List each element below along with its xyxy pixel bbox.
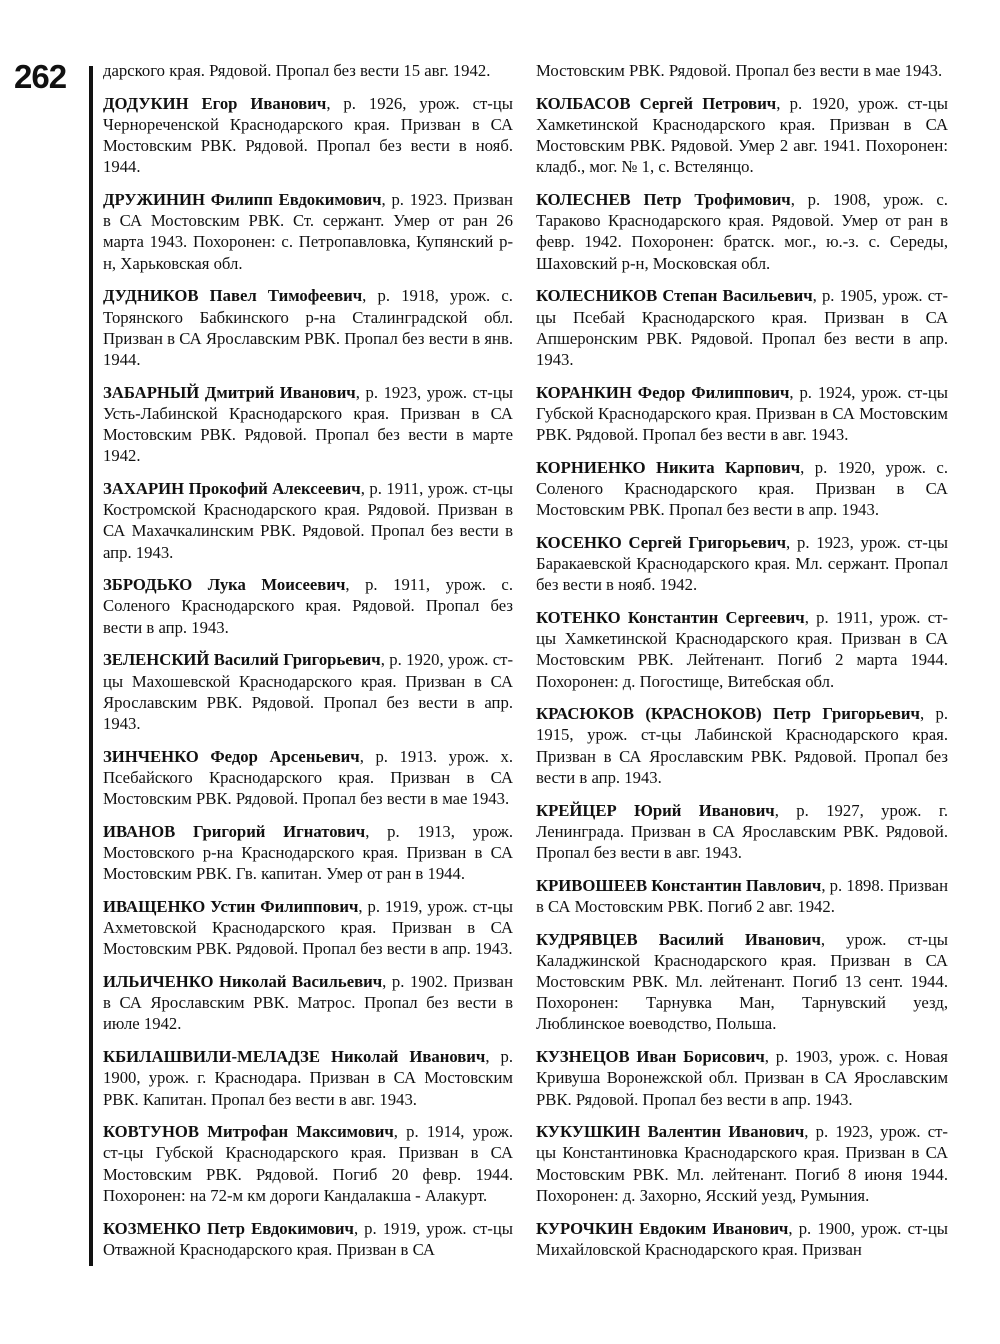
entry-name: КУКУШКИН Валентин Иванович [536, 1122, 805, 1142]
entry [103, 60, 513, 81]
entry-name: КОВТУНОВ Митрофан Максимович [103, 1122, 394, 1142]
entry-name: ДОДУКИН Егор Иванович [103, 93, 327, 113]
entry-name: КОСЕНКО Сергей Григорьевич [536, 532, 787, 552]
entry-text: , р. 1900, урож. г. Краснодара. Призван в СА Мостовским РВК. Капитан. Пропал без вести в авг. 1943. [103, 1047, 514, 1109]
entry-text: , р. 1919, урож. ст-цы Ахметовской Краснодарского края. Призван в СА Мостовским РВК. Рядовой. Пропал без вести в апр. 1943. [103, 896, 513, 959]
entry [536, 703, 948, 788]
entry-name: КОЗМЕНКО Петр Евдокимович [103, 1218, 354, 1238]
entry [536, 189, 948, 274]
entry-text: , р. 1905, урож. ст-цы Псебай Краснодарского края. Призван в СА Апшеронским РВК. Рядовой. Пропал без вести в апр. 1943. [536, 286, 948, 369]
page-number: 262 [14, 58, 67, 95]
entry-name: КОЛЕСНЕВ Петр Трофимович [536, 190, 791, 210]
entry-text: , р. 1918, урож. с. Торянского Бабкинского р-на Сталинградской обл. Призван в СА Ярославским РВК. Пропал без вести в янв. 1944. [103, 286, 513, 369]
entry-name: ЗБРОДЬКО Лука Моисеевич [103, 575, 346, 595]
entry-name: КОРНИЕНКО Никита Карпович [536, 457, 801, 477]
entry-text: , р. 1900, урож. ст-цы Михайловской Краснодарского края. Призван [536, 1218, 948, 1259]
entry [103, 649, 513, 734]
entry [536, 800, 948, 864]
entry-text: , р. 1920, урож. ст-цы Хамкетинской Краснодарского края. Призван в СА Мостовским РВК. Рядовой. Умер 2 авг. 1941. Похоронен: кладб., мог. № 1, с. Встелянцо. [536, 93, 948, 177]
entry-name: ЗИНЧЕНКО Федор Арсеньевич [103, 746, 360, 766]
entry-text: , р. 1926, урож. ст-цы Чернореченской Краснодарского края. Призван в СА Мостовским РВК. Рядовой. Пропал без вести в нояб. 1944. [103, 93, 513, 177]
entry-text: , р. 1923, урож. ст-цы Константиновка Краснодарского края. Призван в СА Мостовским РВК. Мл. лейтенант. Погиб 8 июня 1944. Похоронен: д. Захорно, Ясский уезд, Румыния. [536, 1122, 948, 1205]
entry-name: ДРУЖИНИН Филипп Евдокимович [103, 190, 382, 210]
entry-name: КОЛЕСНИКОВ Степан Васильевич [536, 286, 813, 306]
entry [103, 382, 513, 467]
entry [103, 1046, 513, 1110]
entry-text: , р. 1927, урож. г. Ленинграда. Призван в СА Ярославским РВК. Рядовой. Пропал без вести в авг. 1943. [536, 800, 948, 862]
entry-name: ЗАХАРИН Прокофий Алексеевич [103, 478, 361, 498]
entry-name: ЗАБАРНЫЙ Дмитрий Иванович [103, 382, 356, 402]
entry-name: КРЕЙЦЕР Юрий Иванович [536, 800, 775, 820]
entry-text: , р. 1911, урож. ст-цы Хамкетинской Краснодарского края. Призван в СА Мостовским РВК. Лейтенант. Погиб 2 марта 1944. Похоронен: д. Погостище, Витебская обл. [536, 607, 948, 691]
entry-text: , р. 1913. урож. х. Псебайского Краснодарского края. Призван в СА Мостовским РВК. Рядовой. Пропал без вести в мае 1943. [103, 746, 513, 809]
entry [536, 457, 948, 521]
entry [103, 189, 513, 274]
entry-name: КОЛБАСОВ Сергей Петрович [536, 93, 777, 113]
entry-name: КБИЛАШВИЛИ-МЕЛАДЗЕ Николай Иванович [103, 1047, 486, 1067]
entry-name: ЗЕЛЕНСКИЙ Василий Григорьевич [103, 650, 381, 670]
entry [103, 746, 513, 810]
entry-text: , р. 1920, урож. с. Соленого Краснодарского края. Призван в СА Мостовским РВК. Пропал без вести в апр. 1943. [536, 457, 948, 520]
entry-text: , р. 1924, урож. ст-цы Губской Краснодарского края. Призван в СА Мостовским РВК. Рядовой. Пропал без вести в авг. 1943. [536, 382, 948, 445]
column-rule [89, 66, 93, 1266]
entry-name: ИЛЬИЧЕНКО Николай Васильевич [103, 972, 383, 992]
entry-name: КРИВОШЕЕВ Константин Павлович [536, 875, 822, 895]
entry [103, 1218, 513, 1260]
entry-name: ДУДНИКОВ Павел Тимофеевич [103, 286, 363, 306]
entry [536, 1121, 948, 1206]
entry-name: КОРАНКИН Федор Филиппович [536, 382, 790, 402]
entry [103, 93, 513, 178]
entry [103, 1121, 513, 1206]
entry [536, 1218, 948, 1260]
entry-text: , р. 1919, урож. ст-цы Отважной Краснодарского края. Призван в СА [103, 1218, 514, 1259]
entry-text: , р. 1908, урож. с. Тараково Краснодарского края. Рядовой. Умер от ран в февр. 1942. Похоронен: братск. мог., ю.-з. с. Середы, Шаховский р-н, Московская обл. [536, 190, 948, 273]
entry [536, 60, 948, 81]
entry-text: , р. 1902. Призван в СА Ярославским РВК. Матрос. Пропал без вести в июле 1942. [103, 972, 514, 1034]
entry [536, 382, 948, 446]
entry-name: ИВАНОВ Григорий Игнатович [103, 821, 366, 841]
entry [536, 93, 948, 178]
entry-text: , р. 1911, урож. ст-цы Костромской Краснодарского края. Рядовой. Призван в СА Махачкалинским РВК. Рядовой. Пропал без вести в апр. 1943. [103, 478, 513, 562]
entry-text: , р. 1920, урож. ст-цы Махошевской Краснодарского края. Призван в СА Ярославским РВК. Рядовой. Пропал без вести в апр. 1943. [103, 650, 513, 733]
entry-text: дарского края. Рядовой. Пропал без вести 15 авг. 1942. [103, 61, 491, 80]
entry-text: Мостовским РВК. Рядовой. Пропал без вести в мае 1943. [536, 61, 943, 80]
entry-name: КУЗНЕЦОВ Иван Борисович [536, 1047, 765, 1067]
entry [536, 875, 948, 917]
entry-text: , урож. ст-цы Каладжинской Краснодарского края. Призван в СА Мостовским РВК. Мл. лейтенант. Погиб 13 сент. 1944. Похоронен: Тарнувка Ман, Тарнувский уезд, Люблинское воеводство, Польша. [536, 929, 949, 1034]
entry-text: , р. 1898. Призван в СА Мостовским РВК. Погиб 2 авг. 1942. [536, 875, 949, 916]
entry-name: ИВАЩЕНКО Устин Филиппович [103, 896, 359, 916]
entry [103, 821, 513, 885]
entry [536, 607, 948, 692]
entry-name: КОТЕНКО Константин Сергеевич [536, 607, 805, 627]
entry [103, 971, 513, 1035]
entry-name: КУДРЯВЦЕВ Василий Иванович [536, 929, 821, 949]
entry-name: КРАСЮКОВ (КРАСНОКОВ) Петр Григорьевич [536, 704, 920, 724]
entry [103, 574, 513, 638]
entry-text: , р. 1903, урож. с. Новая Кривуша Воронежской обл. Призван в СА Ярославским РВК. Рядовой. Пропал без вести в апр. 1943. [536, 1047, 948, 1109]
entry [536, 532, 948, 596]
entry-text: , р. 1923, урож. ст-цы Баракаевской Краснодарского края. Мл. сержант. Пропал без вести в нояб. 1942. [536, 532, 948, 595]
entry [536, 1046, 948, 1110]
entry [103, 896, 513, 960]
entry-text: , р. 1913, урож. Мостовского р-на Краснодарского края. Призван в СА Мостовским РВК. Гв. капитан. Умер от ран в 1944. [103, 821, 513, 884]
entry [536, 929, 948, 1035]
entry-name: КУРОЧКИН Евдоким Иванович [536, 1218, 789, 1238]
entry-text: , р. 1911, урож. с. Соленого Краснодарского края. Рядовой. Пропал без вести в апр. 1943. [103, 575, 514, 637]
entry-text: , р. 1923, урож. ст-цы Усть-Лабинской Краснодарского края. Призван в СА Мостовским РВК. Рядовой. Пропал без вести в марте 1942. [103, 382, 513, 466]
entry [103, 478, 513, 563]
right-column [536, 60, 948, 1271]
entry [103, 285, 513, 370]
entry-text: , р. 1923. Призван в СА Мостовским РВК. Ст. сержант. Умер от ран 26 марта 1943. Похоронен: с. Петропавловка, Купянский р-н, Харьковская обл. [103, 190, 513, 273]
entry-text: , р. 1915, урож. ст-цы Лабинской Краснодарского края. Призван в СА Ярославским РВК. Рядовой. Пропал без вести в апр. 1943. [536, 704, 948, 787]
entry-text: , р. 1914, урож. ст-цы Губской Краснодарского края. Призван в СА Мостовским РВК. Рядовой. Погиб 20 февр. 1944. Похоронен: на 72-м км дороги Кандалакша - Алакурт. [103, 1122, 513, 1205]
left-column [103, 60, 513, 1271]
entry [536, 285, 948, 370]
